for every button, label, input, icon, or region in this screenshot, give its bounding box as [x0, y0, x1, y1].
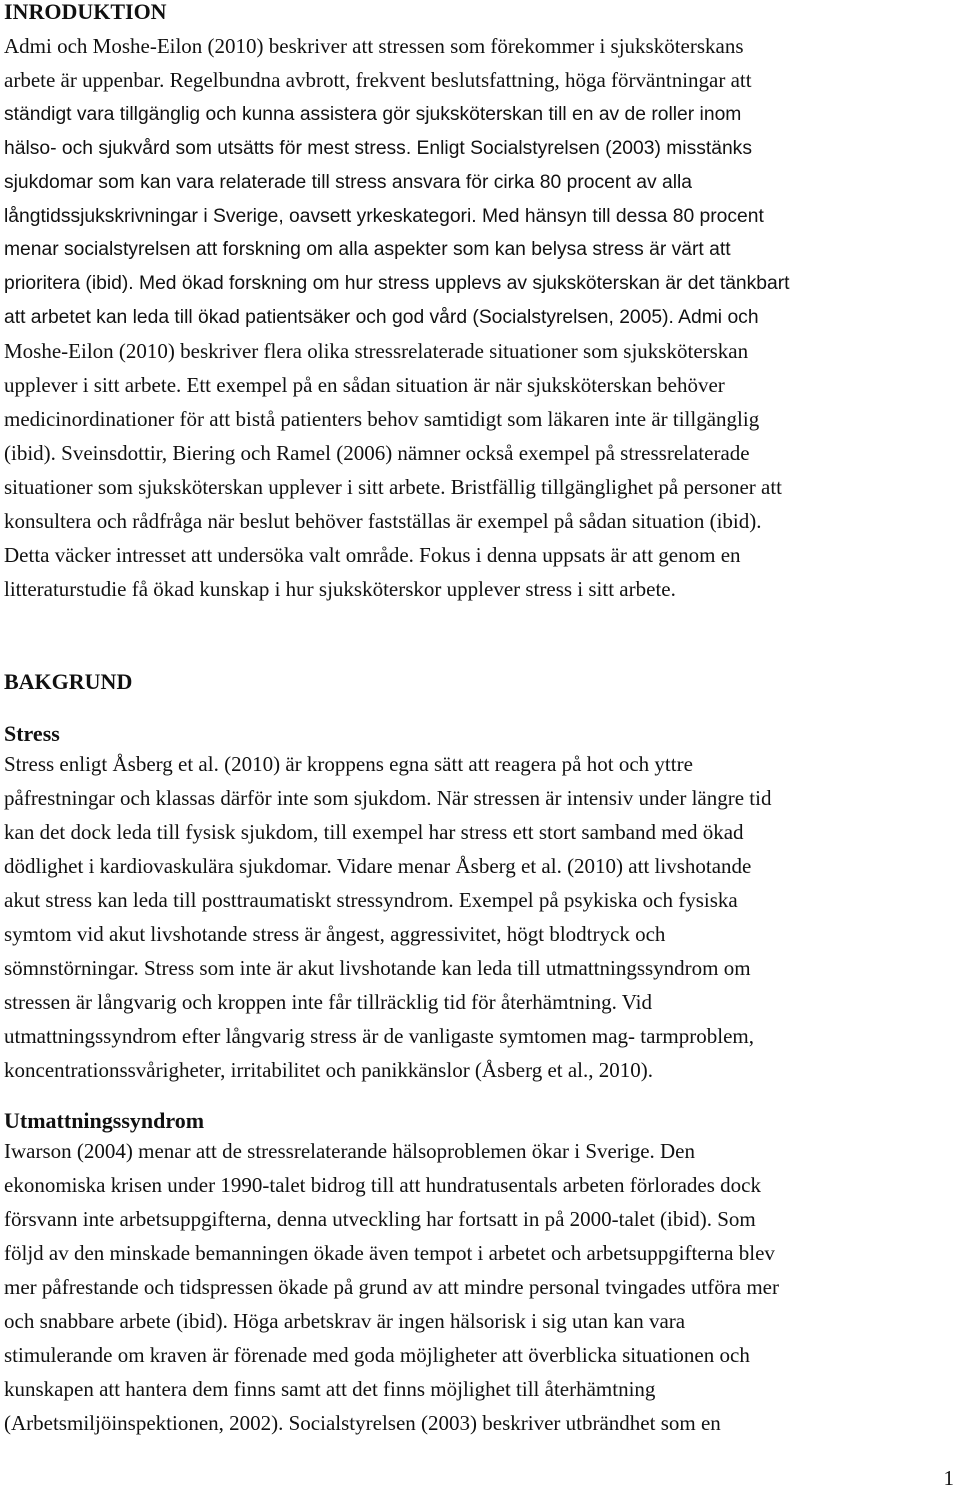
intro-line: långtidssjukskrivningar i Sverige, oavsett yrkeskategori. Med hänsyn till dessa 80 procent	[4, 205, 764, 227]
stress-line: stressen är långvarig och kroppen inte får tillräcklig tid för återhämtning. Vid	[4, 989, 652, 1014]
stress-line: koncentrationssvårigheter, irritabilitet och panikkänslor (Åsberg et al., 2010).	[4, 1057, 654, 1082]
stress-line: påfrestningar och klassas därför inte som sjukdom. När stressen är intensiv under längre tid	[4, 786, 772, 811]
intro-line: Admi och Moshe-Eilon (2010) beskriver att stressen som förekommer i sjuksköterskans	[4, 34, 744, 58]
intro-line: ständigt vara tillgänglig och kunna assistera gör sjuksköterskan till en av de roller inom	[4, 103, 742, 125]
stress-line: dödlighet i kardiovaskulära sjukdomar. Vidare menar Åsberg et al. (2010) att livshotande	[4, 854, 752, 879]
stress-line: utmattningssyndrom efter långvarig stress är de vanligaste symtomen mag- tarmproblem,	[4, 1023, 754, 1048]
subsection-heading-utmattningssyndrom: Utmattningssyndrom	[4, 1108, 205, 1134]
intro-line: konsultera och rådfråga när beslut behöver fastställas är exempel på sådan situation (ibid).	[4, 508, 762, 533]
intro-line: upplever i sitt arbete. Ett exempel på en sådan situation är när sjuksköterskan behöver	[4, 373, 725, 398]
utmattning-line: följd av den minskade bemanningen ökade även tempot i arbetet och arbetsuppgifterna blev	[4, 1241, 775, 1266]
stress-line: symtom vid akut livshotande stress är ångest, aggressivitet, högt blodtryck och	[4, 921, 666, 946]
section-heading-introduktion: INRODUKTION	[4, 0, 167, 24]
stress-line: Stress enligt Åsberg et al. (2010) är kroppens egna sätt att reagera på hot och yttre	[4, 752, 693, 777]
page-number: 1	[943, 1466, 954, 1490]
intro-line: arbete är uppenbar. Regelbundna avbrott, frekvent beslutsfattning, höga förväntningar att	[4, 67, 752, 92]
intro-line: Detta väcker intresset att undersöka valt område. Fokus i denna uppsats är att genom en	[4, 542, 741, 567]
utmattning-line: stimulerande om kraven är förenade med goda möjligheter att överblicka situationen och	[4, 1342, 750, 1367]
stress-line: kan det dock leda till fysisk sjukdom, till exempel har stress ett stort samband med ökad	[4, 820, 744, 845]
intro-line: prioritera (ibid). Med ökad forskning om hur stress upplevs av sjuksköterskan är det tänkbart	[4, 273, 790, 295]
stress-line: akut stress kan leda till posttraumatiskt stressyndrom. Exempel på psykiska och fysiska	[4, 888, 738, 913]
utmattningssyndrom-paragraph	[4, 1135, 952, 1440]
utmattning-line: Iwarson (2004) menar att de stressrelaterande hälsoproblemen ökar i Sverige. Den	[4, 1139, 696, 1164]
intro-line: att arbetet kan leda till ökad patientsäker och god vård (Socialstyrelsen, 2005). Admi och	[4, 307, 759, 329]
stress-paragraph	[4, 748, 952, 1087]
utmattning-line: försvann inte arbetsuppgifterna, denna utveckling har fortsatt in på 2000-talet (ibid). Som	[4, 1207, 756, 1232]
document-page	[4, 0, 952, 1441]
intro-line: litteraturstudie få ökad kunskap i hur sjuksköterskor upplever stress i sitt arbete.	[4, 576, 676, 601]
intro-paragraph	[4, 30, 952, 606]
intro-line: (ibid). Sveinsdottir, Biering och Ramel (2006) nämner också exempel på stressrelaterade	[4, 440, 750, 465]
stress-line: sömnstörningar. Stress som inte är akut livshotande kan leda till utmattningssyndrom om	[4, 955, 751, 980]
intro-line: sjukdomar som kan vara relaterade till stress ansvara för cirka 80 procent av alla	[4, 171, 692, 193]
utmattning-line: (Arbetsmiljöinspektionen, 2002). Socialstyrelsen (2003) beskriver utbrändhet som en	[4, 1410, 721, 1435]
intro-line: medicinordinationer för att bistå patienters behov samtidigt som läkaren inte är tillgänglig	[4, 406, 760, 431]
section-heading-bakgrund: BAKGRUND	[4, 669, 133, 695]
intro-line: Moshe-Eilon (2010) beskriver flera olika stressrelaterade situationer som sjuksköterskan	[4, 339, 749, 364]
utmattning-line: och snabbare arbete (ibid). Höga arbetskrav är ingen hälsorisk i sig utan kan vara	[4, 1309, 686, 1333]
utmattning-line: mer påfrestande och tidspressen ökade på grund av att mindre personal tvingades utföra mer	[4, 1275, 779, 1300]
intro-line: menar socialstyrelsen att forskning om alla aspekter som kan belysa stress är värt att	[4, 239, 731, 261]
intro-line: hälso- och sjukvård som utsätts för mest stress. Enligt Socialstyrelsen (2003) misstänks	[4, 137, 752, 159]
subsection-heading-stress: Stress	[4, 721, 60, 747]
intro-line: situationer som sjuksköterskan upplever i sitt arbete. Bristfällig tillgänglighet på personer att	[4, 474, 782, 499]
utmattning-line: ekonomiska krisen under 1990-talet bidrog till att hundratusentals arbeten förlorades dock	[4, 1173, 761, 1198]
utmattning-line: kunskapen att hantera dem finns samt att det finns möjlighet till återhämtning	[4, 1376, 656, 1401]
